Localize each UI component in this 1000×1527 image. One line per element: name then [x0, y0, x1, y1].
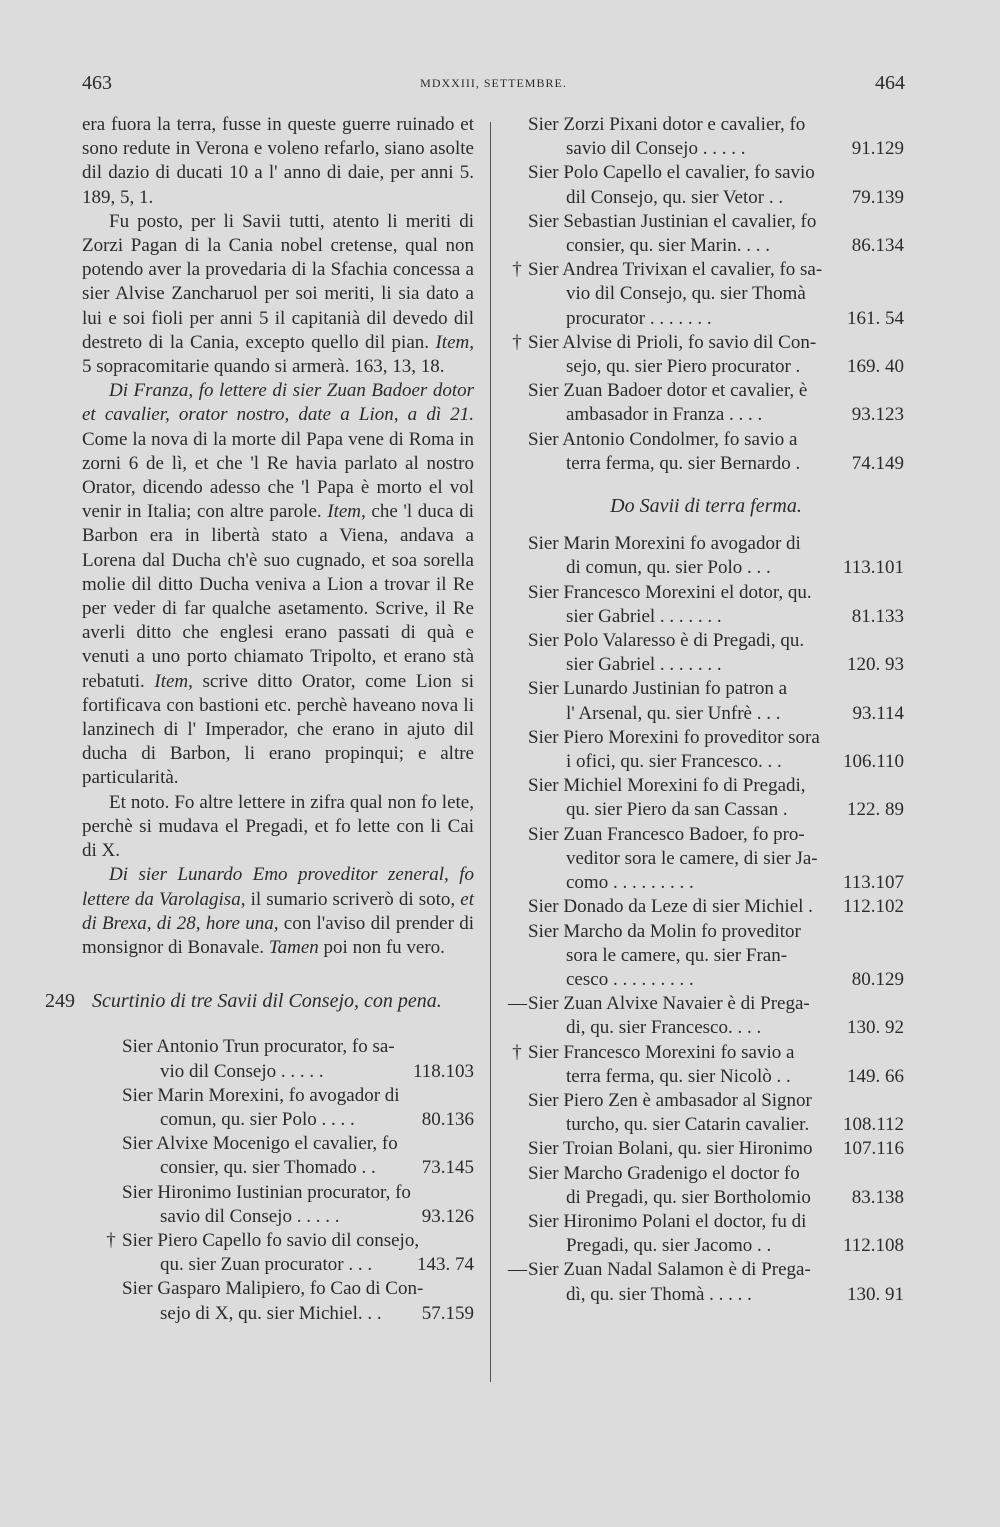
- vote-count: 81.133: [851, 605, 904, 627]
- candidate-line: [528, 702, 904, 726]
- vote-count: 112.108: [842, 1235, 904, 1257]
- candidate-line: [528, 798, 904, 822]
- candidate-entry: [508, 258, 904, 331]
- paragraph: [82, 379, 474, 790]
- vote-count: 108.112: [842, 1114, 904, 1136]
- candidate-desc: savio dil Consejo . . . . .: [566, 138, 746, 160]
- candidate-desc: di, qu. sier Francesco. . . .: [566, 1017, 762, 1039]
- candidate-desc: savio dil Consejo . . . . .: [160, 1205, 340, 1227]
- candidate-name: Sier Piero Zen è ambasador al Signor: [528, 1089, 812, 1111]
- candidate-desc: dil Consejo, qu. sier Vetor . .: [566, 186, 784, 208]
- candidate-entry: [508, 726, 904, 774]
- candidate-desc: sier Gabriel . . . . . . .: [566, 605, 722, 627]
- vote-count: 113.101: [842, 557, 904, 579]
- candidate-entry: [102, 1084, 474, 1132]
- italic-text: et di Brexa, di 28, hore una,: [82, 888, 475, 934]
- candidate-entry: [102, 1132, 474, 1180]
- candidate-entry: [508, 161, 904, 209]
- candidate-line: [528, 1016, 904, 1040]
- candidate-desc: terra ferma, qu. sier Bernardo .: [566, 452, 801, 474]
- candidate-entry: [508, 428, 904, 476]
- candidate-line: [528, 653, 904, 677]
- vote-count: 106.110: [842, 751, 904, 773]
- vote-count: 169. 40: [847, 356, 904, 378]
- candidate-desc: di comun, qu. sier Polo . . .: [566, 557, 771, 579]
- paragraph-text: Come la nova di la morte dil Papa vene di Roma in zorni 6 de lì, et che 'l Re havia parlato al nostro Orator, dicendo adesso che 'l Papa è morto el vol venir in Italia; con altre parole.: [82, 428, 474, 523]
- candidate-name: Sier Hironimo Iustinian procurator, fo: [122, 1181, 411, 1203]
- page-number-right: 464: [875, 72, 905, 94]
- vote-count: 118.103: [412, 1060, 474, 1082]
- vote-count: 107.116: [842, 1138, 904, 1160]
- candidate-name: Sier Polo Capello el cavalier, fo savio: [528, 162, 815, 184]
- left-column: [45, 113, 475, 1326]
- candidate-line: [122, 1156, 474, 1180]
- paragraph-text: era fuora la terra, fusse in queste guerre ruinado et sono redute in Verona e voleno refarlo, siano asolte dil dazio di ducati 10 a l' anno di daie, per anni 5. 189, 5, 1.: [82, 114, 474, 208]
- running-title: MDXXIII, SETTEMBRE.: [420, 76, 567, 90]
- candidate-desc: cesco . . . . . . . . .: [566, 968, 694, 990]
- candidate-desc: l' Arsenal, qu. sier Unfrè . . .: [566, 702, 781, 724]
- vote-count: 86.134: [851, 235, 904, 257]
- candidate-entry: [508, 629, 904, 677]
- vote-count: 80.136: [421, 1108, 474, 1130]
- candidate-name: Sier Zuan Badoer dotor et cavalier, è: [528, 380, 808, 402]
- candidate-name: Sier Alvixe Mocenigo el cavalier, fo: [122, 1133, 398, 1155]
- vote-count: 74.149: [851, 452, 904, 474]
- candidate-line: [528, 403, 904, 427]
- candidate-entry: [508, 774, 904, 822]
- italic-text: Item,: [435, 331, 474, 353]
- candidate-desc: turcho, qu. sier Catarin cavalier.: [566, 1114, 810, 1136]
- scrutiny-title: Scurtinio di tre Savii dil Consejo, con pena.: [92, 990, 442, 1013]
- candidate-name: Sier Hironimo Polani el doctor, fu di: [528, 1210, 807, 1232]
- paragraph-text: 5 sopracomitarie quando si armerà. 163, 13, 18.: [82, 356, 445, 378]
- candidate-line: [122, 1205, 474, 1229]
- candidate-desc: Pregadi, qu. sier Jacomo . .: [566, 1235, 772, 1257]
- scrutiny-list: [82, 1035, 474, 1325]
- vote-count: 130. 91: [847, 1283, 904, 1305]
- vote-count: 93.126: [421, 1205, 474, 1227]
- candidate-entry: [508, 581, 904, 629]
- vote-count: 80.129: [851, 968, 904, 990]
- candidate-name: Sier Francesco Morexini fo savio a: [528, 1041, 795, 1063]
- dagger-icon: †: [512, 259, 522, 281]
- paragraph-text: poi non fu vero.: [318, 936, 445, 958]
- vote-count: 161. 54: [847, 307, 904, 329]
- candidate-name: Sier Gasparo Malipiero, fo Cao di Con-: [122, 1278, 424, 1300]
- candidate-name: Sier Antonio Trun procurator, fo sa-: [122, 1036, 395, 1058]
- candidate-entry: [102, 1035, 474, 1083]
- candidate-name: Sier Piero Morexini fo proveditor sora: [528, 726, 820, 748]
- candidate-entry: [102, 1181, 474, 1229]
- candidate-line: [122, 1060, 474, 1084]
- vote-count: 79.139: [851, 186, 904, 208]
- candidate-line: [528, 750, 904, 774]
- candidate-entry: [508, 823, 904, 896]
- candidate-line: [122, 1253, 474, 1277]
- dash-mark: —: [508, 993, 527, 1015]
- italic-text: Di sier Lunardo Emo proveditor zeneral, fo lettere da Varolagisa,: [82, 864, 474, 910]
- section-heading: Do Savii di terra ferma.: [610, 495, 802, 518]
- paragraph: [82, 791, 474, 864]
- candidate-desc: i ofici, qu. sier Francesco. . .: [566, 751, 782, 773]
- running-header: [82, 72, 905, 102]
- candidate-entry: [102, 1277, 474, 1325]
- vote-count: 93.123: [851, 404, 904, 426]
- italic-text: Item,: [154, 670, 193, 692]
- candidate-entry: [508, 532, 904, 580]
- candidate-line: [122, 1108, 474, 1132]
- candidate-line: [528, 556, 904, 580]
- dagger-icon: †: [512, 331, 522, 353]
- paragraph: [82, 863, 474, 960]
- candidate-entry: [508, 113, 904, 161]
- candidate-name-cont: sora le camere, qu. sier Fran-: [566, 944, 788, 966]
- dash-mark: —: [508, 1259, 527, 1281]
- candidate-desc: consier, qu. sier Marin. . . .: [566, 235, 770, 257]
- savii-terra-ferma-list: [508, 532, 904, 1307]
- candidate-entry: [508, 895, 904, 919]
- column-divider: [490, 122, 491, 1382]
- candidate-name: Sier Zuan Francesco Badoer, fo pro-: [528, 823, 805, 845]
- vote-count: 112.102: [842, 896, 904, 918]
- candidate-entry: [508, 1210, 904, 1258]
- paragraph-text: Et noto. Fo altre lettere in zifra qual non fo lete, perchè si mudava el Pregadi, et fo lette con li Cai di X.: [82, 791, 474, 862]
- candidate-desc: vio dil Consejo . . . . .: [160, 1060, 324, 1082]
- candidate-name: Sier Sebastian Justinian el cavalier, fo: [528, 210, 817, 232]
- vote-count: 93.114: [852, 702, 904, 724]
- savii-consejo-list: [508, 113, 904, 476]
- candidate-entry: [508, 1162, 904, 1210]
- vote-count: 91.129: [851, 138, 904, 160]
- candidate-desc: qu. sier Piero da san Cassan .: [566, 799, 788, 821]
- paragraph-text: che 'l duca di Barbon era in libertà stato a Viena, andava a Lorena dal Ducha ch'è suo cugnado, et soa sorella molie dil ditto Ducha veniva a Lion a trovar il Re per veder di far qualche asetamento. Scrive, il Re averli ditto che englesi erano passati di quà e venuti a uno porto chiamato Tripolto, et erano stà rebatuti.: [82, 501, 474, 692]
- candidate-name: Sier Marcho da Molin fo proveditor: [528, 920, 801, 942]
- candidate-desc: terra ferma, qu. sier Nicolò . .: [566, 1065, 791, 1087]
- candidate-entry: [508, 379, 904, 427]
- paragraph: [82, 113, 474, 210]
- candidate-line: [528, 871, 904, 895]
- candidate-line: [528, 1234, 904, 1258]
- candidate-desc: dì, qu. sier Thomà . . . . .: [566, 1283, 752, 1305]
- candidate-entry: [508, 210, 904, 258]
- candidate-entry: [508, 1089, 904, 1137]
- candidate-entry: [102, 1229, 474, 1277]
- candidate-line: [528, 1065, 904, 1089]
- candidate-line: [528, 605, 904, 629]
- vote-count: 130. 92: [847, 1017, 904, 1039]
- vote-count: 120. 93: [847, 654, 904, 676]
- candidate-name: Sier Alvise di Prioli, fo savio dil Con-: [528, 331, 817, 353]
- candidate-name: Sier Francesco Morexini el dotor, qu.: [528, 581, 812, 603]
- candidate-line: [528, 234, 904, 258]
- candidate-line: [528, 1186, 904, 1210]
- candidate-name: Sier Zorzi Pixani dotor e cavalier, fo: [528, 114, 806, 135]
- candidate-line: [528, 137, 904, 161]
- candidate-name: Sier Marin Morexini, fo avogador di: [122, 1084, 400, 1106]
- candidate-desc: sejo, qu. sier Piero procurator .: [566, 356, 801, 378]
- paragraph: [82, 210, 474, 379]
- candidate-line: [122, 1302, 474, 1326]
- vote-count: 57.159: [421, 1302, 474, 1324]
- page-number-left: 463: [82, 72, 112, 94]
- candidate-desc: comun, qu. sier Polo . . . .: [160, 1108, 355, 1130]
- italic-text: Tamen: [268, 936, 319, 958]
- candidate-name: Sier Antonio Condolmer, fo savio a: [528, 428, 798, 450]
- candidate-line: [528, 452, 904, 476]
- vote-count: 149. 66: [847, 1065, 904, 1087]
- dagger-icon: †: [512, 1041, 522, 1063]
- candidate-desc: procurator . . . . . . .: [566, 307, 712, 329]
- candidate-entry: [508, 1041, 904, 1089]
- vote-count: 113.107: [842, 872, 904, 894]
- candidate-line: [528, 307, 904, 331]
- candidate-name: Sier Zuan Nadal Salamon è di Prega-: [528, 1259, 811, 1281]
- candidate-entry: [508, 1137, 904, 1161]
- candidate-desc: sejo di X, qu. sier Michiel. . .: [160, 1302, 382, 1324]
- paragraph-text: il sumario scriverò di soto,: [245, 888, 461, 910]
- candidate-desc: Sier Troian Bolani, qu. sier Hironimo: [528, 1138, 813, 1160]
- candidate-desc: consier, qu. sier Thomado . .: [160, 1157, 376, 1179]
- candidate-name: Sier Piero Capello fo savio dil consejo,: [122, 1229, 420, 1251]
- vote-count: 122. 89: [847, 799, 904, 821]
- candidate-line: [528, 1283, 904, 1307]
- candidate-desc: qu. sier Zuan procurator . . .: [160, 1254, 373, 1276]
- candidate-desc: di Pregadi, qu. sier Bortholomio: [566, 1186, 811, 1208]
- candidate-entry: [508, 1258, 904, 1306]
- candidate-entry: [508, 992, 904, 1040]
- candidate-line: [528, 1113, 904, 1137]
- candidate-desc: ambasador in Franza . . . .: [566, 404, 763, 426]
- vote-count: 143. 74: [417, 1254, 474, 1276]
- candidate-desc: Sier Donado da Leze di sier Michiel .: [528, 896, 813, 918]
- candidate-entry: [508, 677, 904, 725]
- candidate-line: [528, 968, 904, 992]
- italic-text: Di Franza, fo lettere di sier Zuan Badoer dotor et cavalier, orator nostro, date a Lion, a dì 21.: [82, 380, 474, 426]
- candidate-line: [528, 895, 904, 919]
- candidate-line: [528, 355, 904, 379]
- candidate-desc: como . . . . . . . . .: [566, 872, 694, 894]
- vote-count: 83.138: [851, 1186, 904, 1208]
- candidate-name: Sier Andrea Trivixan el cavalier, fo sa-: [528, 259, 823, 281]
- paragraph-text: Fu posto, per li Savii tutti, atento li meriti di Zorzi Pagan di la Cania nobel cretense, qual non potendo aver la provedaria di la Sfachia concessa a sier Alvise Zancharuol per soi meriti, li sia dato a lui e soi fioli per anni 5 il capitanià dil devedo dil destreto di la Cania, excepto quello dil pian.: [82, 210, 474, 353]
- margin-number: 249: [45, 990, 75, 1013]
- candidate-entry: [508, 920, 904, 993]
- right-column: [508, 113, 904, 1307]
- candidate-entry: [508, 331, 904, 379]
- italic-text: Item,: [327, 501, 366, 523]
- candidate-desc: sier Gabriel . . . . . . .: [566, 654, 722, 676]
- scrutiny-heading: [45, 989, 474, 1013]
- paragraph-text: scrive ditto Orator, come Lion si fortificava con bastioni etc. perchè haveano nova li lanzinech di l' Imperador, che erano in ajuto dil ducha di Barbon, li erano propinqui; e altre particularità.: [82, 670, 475, 789]
- candidate-name: Sier Marin Morexini fo avogador di: [528, 533, 801, 555]
- candidate-name: Sier Michiel Morexini fo di Pregadi,: [528, 775, 806, 797]
- candidate-line: [528, 186, 904, 210]
- candidate-name-cont: veditor sora le camere, di sier Ja-: [566, 847, 818, 869]
- vote-count: 73.145: [421, 1157, 474, 1179]
- candidate-name: Sier Polo Valaresso è di Pregadi, qu.: [528, 630, 805, 652]
- candidate-name-cont: vio dil Consejo, qu. sier Thomà: [566, 283, 806, 305]
- candidate-name: Sier Zuan Alvixe Navaier è di Prega-: [528, 993, 810, 1015]
- candidate-line: [528, 1137, 904, 1161]
- candidate-name: Sier Lunardo Justinian fo patron a: [528, 678, 788, 700]
- paragraph-text: con l'aviso dil prender di monsignor di Bonavale.: [82, 912, 474, 958]
- candidate-name: Sier Marcho Gradenigo el doctor fo: [528, 1162, 800, 1184]
- dagger-icon: †: [106, 1229, 116, 1251]
